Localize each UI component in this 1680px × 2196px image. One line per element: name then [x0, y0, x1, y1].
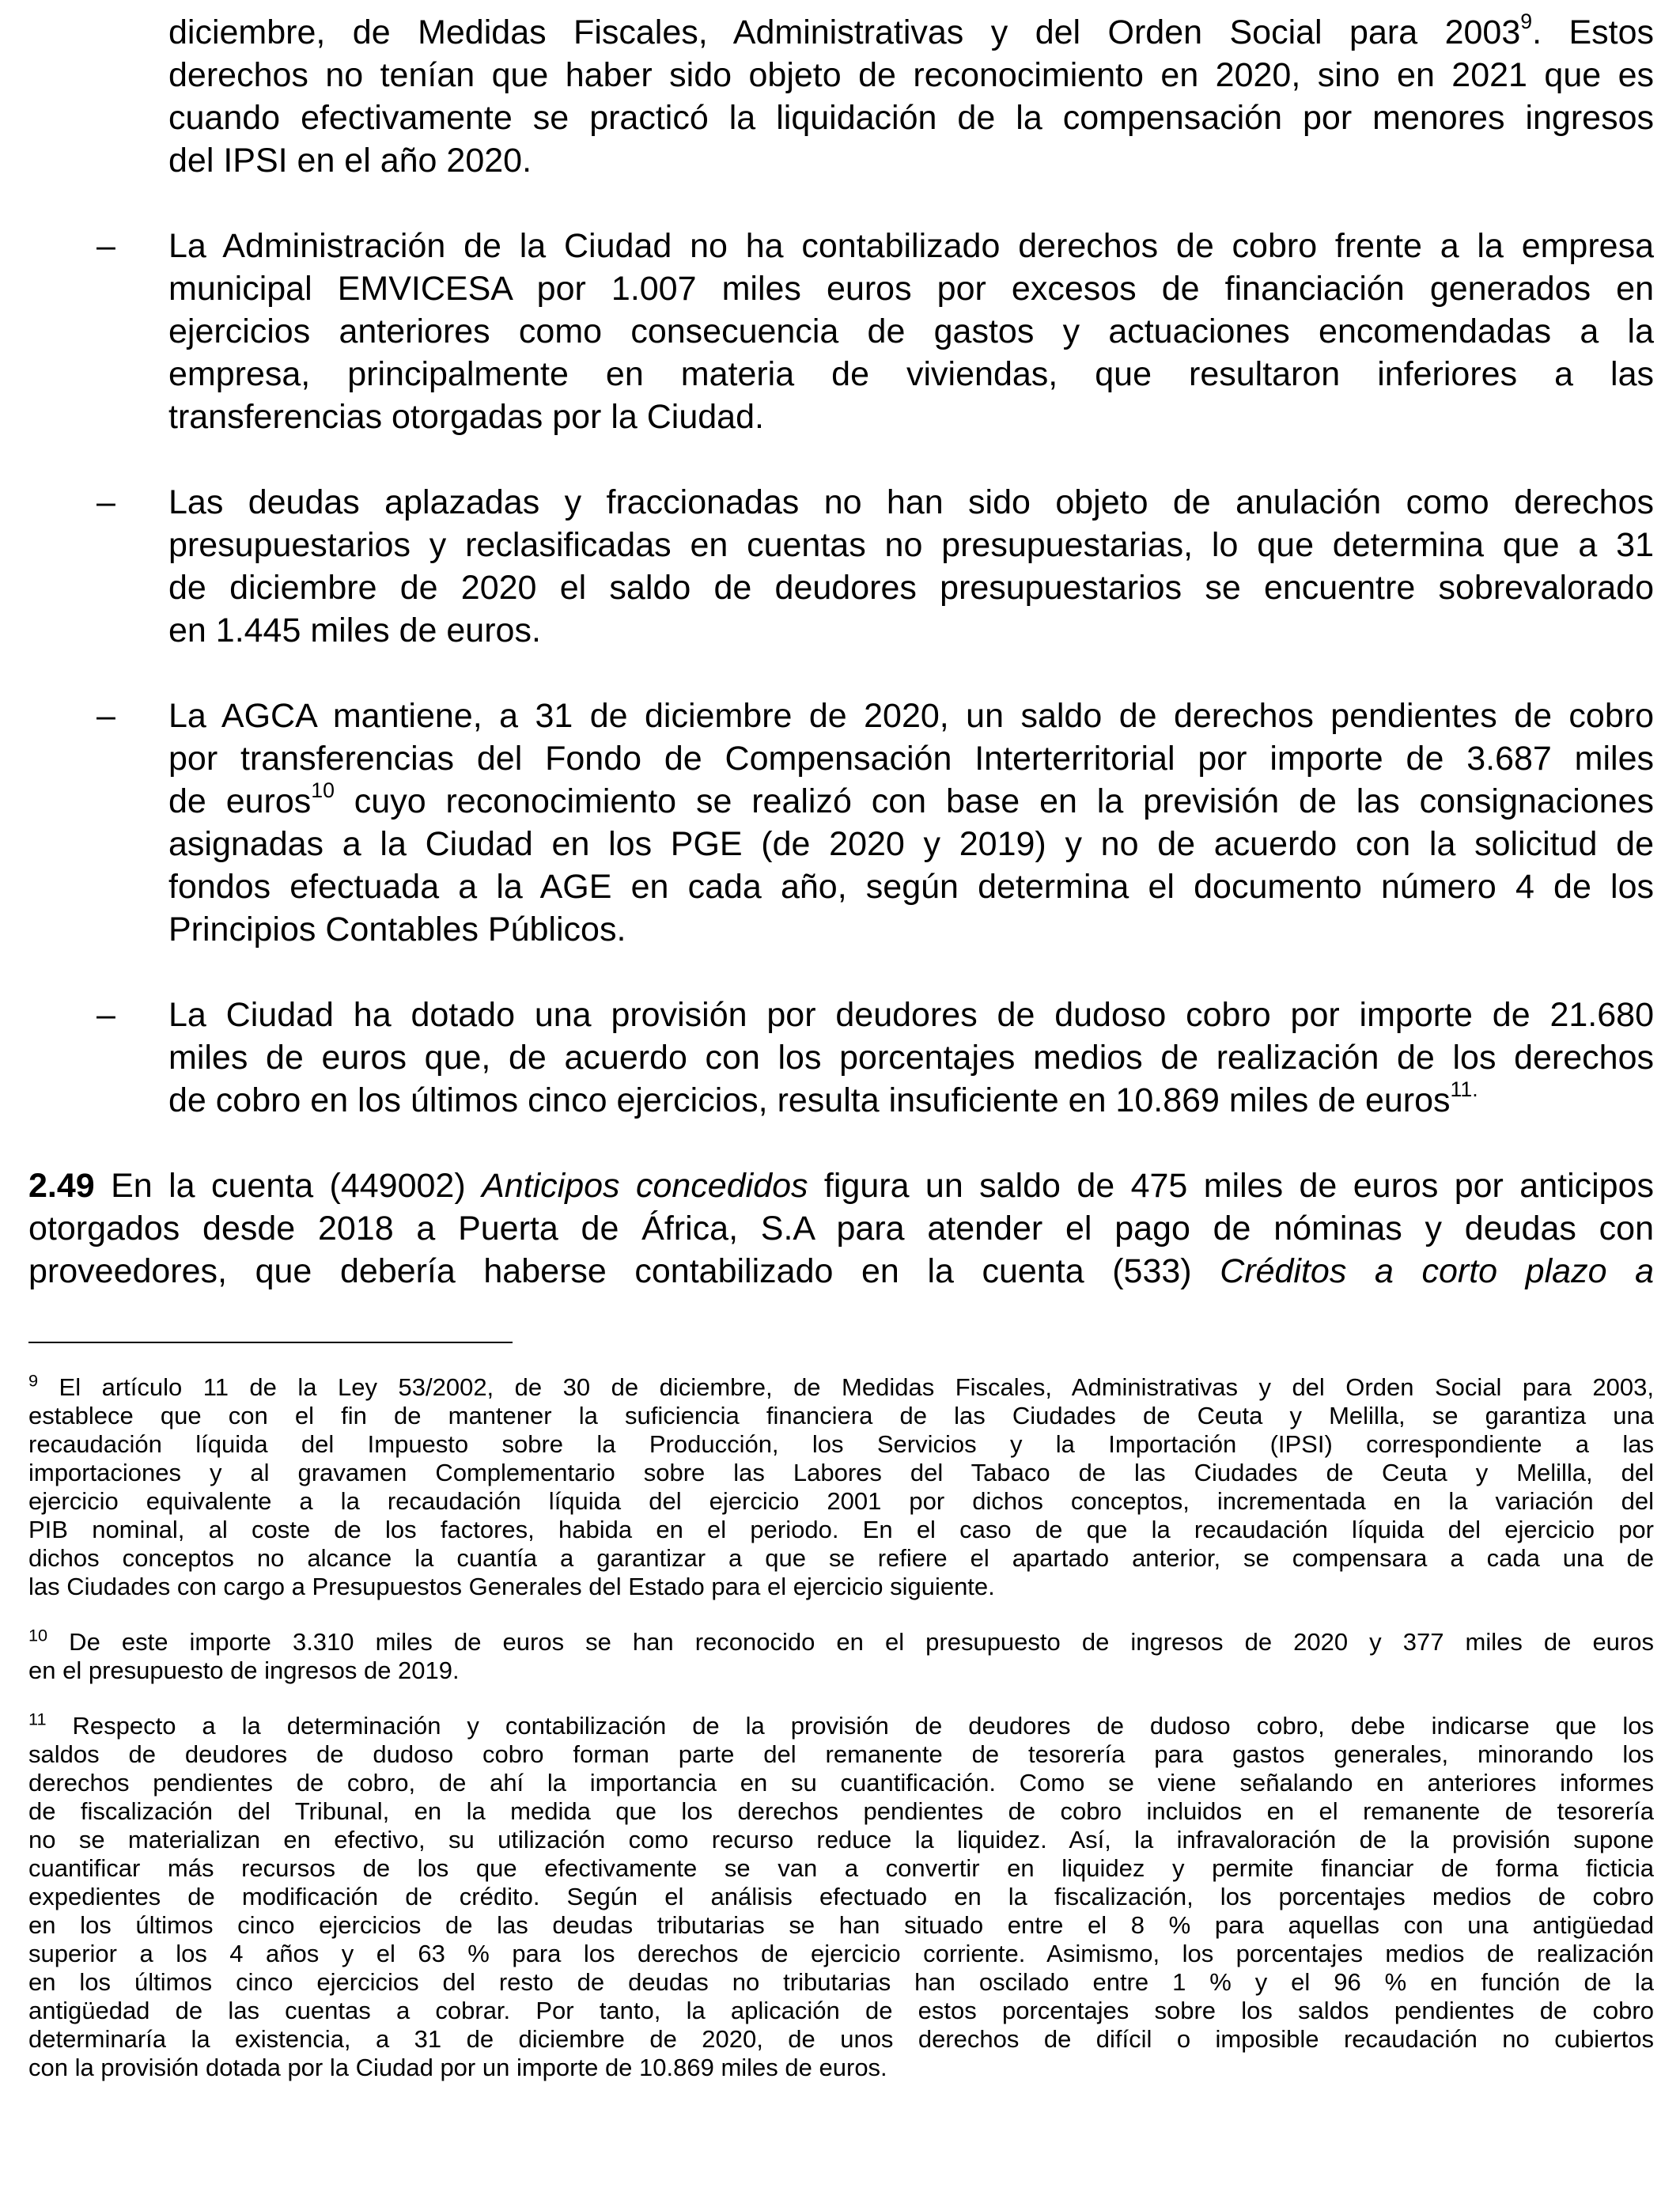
text-line: municipal EMVICESA por 1.007 miles euros por excesos de financiación generados en: [168, 270, 1654, 308]
text-line: 2.49 En la cuenta (449002) Anticipos concedidos figura un saldo de 475 miles de euros por anticipos: [28, 1167, 1655, 1205]
footnote-line: $^9$ El artículo 11 de la Ley 53/2002, de 30 de diciembre, de Medidas Fiscales, Administrativas y del Orden Social para 2003,: [28, 1370, 1654, 1401]
footnote-ref[interactable]: 9: [1520, 9, 1533, 33]
bullet-marker: –: [96, 996, 115, 1034]
footnote-line: en los últimos cinco ejercicios del resto de deudas no tributarias han oscilado entre 1 % y el 96 % en función de la: [28, 1968, 1654, 1996]
text-line: de euros$^{10}$ cuyo reconocimiento se realizó con base en la previsión de las consignaciones: [168, 778, 1654, 820]
text-line: La Administración de la Ciudad no ha contabilizado derechos de cobro frente a la empresa: [168, 227, 1654, 265]
footnote-ref[interactable]: 11.: [1450, 1077, 1478, 1101]
text-line: fondos efectuada a la AGE en cada año, según determina el documento número 4 de los: [168, 868, 1654, 906]
footnote-line: $^{10}$ De este importe 3.310 miles de euros se han reconocido en el presupuesto de ingresos de 2020 y 377 miles de euros: [28, 1625, 1654, 1656]
footnote-line: dichos conceptos no alcance la cuantía a garantizar a que se refiere el apartado anterior, se compensara a cada una de: [28, 1544, 1654, 1572]
text-line: Principios Contables Públicos.: [168, 911, 626, 948]
text-line: diciembre, de Medidas Fiscales, Administrativas y del Orden Social para 2003$^9$. Estos: [168, 9, 1654, 51]
bullet-marker: –: [96, 697, 115, 735]
footnote-line: de fiscalización del Tribunal, en la medida que los derechos pendientes de cobro incluidos en el remanente de tesorería: [28, 1797, 1654, 1825]
footnote-line: no se materializan en efectivo, su utilización como recurso reduce la liquidez. Así, la infravaloración de la provisión supone: [28, 1826, 1654, 1853]
footnote-number: 10: [28, 1625, 48, 1645]
footnote-line: derechos pendientes de cobro, de ahí la importancia en su cuantificación. Como se viene señalando en anteriores informes: [28, 1769, 1654, 1797]
footnote-line: PIB nominal, al coste de los factores, habida en el periodo. En el caso de que la recaudación líquida del ejercicio por: [28, 1516, 1654, 1543]
footnote-line: recaudación líquida del Impuesto sobre la Producción, los Servicios y la Importación (IPSI) correspondiente a las: [28, 1430, 1654, 1458]
text-line: La Ciudad ha dotado una provisión por deudores de dudoso cobro por importe de 21.680: [168, 996, 1654, 1034]
footnote-line: las Ciudades con cargo a Presupuestos Generales del Estado para el ejercicio siguiente.: [28, 1573, 995, 1600]
footnote-line: en los últimos cinco ejercicios de las deudas tributarias se han situado entre el 8 % para aquellas con una antigüedad: [28, 1911, 1654, 1939]
text-line: por transferencias del Fondo de Compensación Interterritorial por importe de 3.687 miles: [168, 740, 1654, 778]
text-line: cuando efectivamente se practicó la liquidación de la compensación por menores ingresos: [168, 99, 1654, 137]
text-line: presupuestarios y reclasificadas en cuentas no presupuestarias, lo que determina que a 31: [168, 526, 1654, 564]
text-line: ejercicios anteriores como consecuencia de gastos y actuaciones encomendadas a la: [168, 312, 1654, 350]
text-line: de cobro en los últimos cinco ejercicios, resulta insuficiente en 10.869 miles de euros$^{11.}$: [168, 1077, 1478, 1119]
footnote-line: determinaría la existencia, a 31 de diciembre de 2020, de unos derechos de difícil o imposible recaudación no cubiertos: [28, 2025, 1654, 2053]
footnote-number: 11: [28, 1709, 47, 1729]
text-line: del IPSI en el año 2020.: [168, 142, 532, 180]
text-line: La AGCA mantiene, a 31 de diciembre de 2020, un saldo de derechos pendientes de cobro: [168, 697, 1654, 735]
footnote-line: importaciones y al gravamen Complementario sobre las Labores del Tabaco de las Ciudades de Ceuta y Melilla, del: [28, 1459, 1654, 1486]
footnote-line: cuantificar más recursos de los que efectivamente se van a convertir en liquidez y permite financiar de forma ficticia: [28, 1854, 1654, 1882]
footnote-line: $^{11}$ Respecto a la determinación y contabilización de la provisión de deudores de dudoso cobro, debe indicarse que los: [28, 1709, 1654, 1740]
text-line: Las deudas aplazadas y fraccionadas no han sido objeto de anulación como derechos: [168, 483, 1654, 521]
footnote-ref[interactable]: 10: [311, 778, 335, 802]
footnote-line: con la provisión dotada por la Ciudad por un importe de 10.869 miles de euros.: [28, 2054, 887, 2081]
text-line: derechos no tenían que haber sido objeto de reconocimiento en 2020, sino en 2021 que es: [168, 56, 1654, 94]
bullet-marker: –: [96, 483, 115, 521]
text-line: otorgados desde 2018 a Puerta de África, S.A para atender el pago de nóminas y deudas con: [28, 1210, 1654, 1248]
footnote-line: superior a los 4 años y el 63 % para los derechos de ejercicio corriente. Asimismo, los porcentajes medios de realización: [28, 1940, 1654, 1967]
footnote-number: 9: [28, 1370, 39, 1391]
text-line: miles de euros que, de acuerdo con los porcentajes medios de realización de los derechos: [168, 1039, 1654, 1077]
text-line: en 1.445 miles de euros.: [168, 611, 541, 649]
footnote-line: en el presupuesto de ingresos de 2019.: [28, 1656, 460, 1684]
text-line: proveedores, que debería haberse contabilizado en la cuenta (533) Créditos a corto plazo a: [28, 1252, 1655, 1290]
text-line: empresa, principalmente en materia de viviendas, que resultaron inferiores a las: [168, 355, 1654, 393]
footnote-line: antigüedad de las cuentas a cobrar. Por tanto, la aplicación de estos porcentajes sobre los saldos pendientes de cobro: [28, 1997, 1654, 2024]
bullet-marker: –: [96, 227, 115, 265]
footnote-line: saldos de deudores de dudoso cobro forman parte del remanente de tesorería para gastos generales, minorando los: [28, 1740, 1654, 1768]
paragraph-number: 2.49: [28, 1167, 95, 1205]
text-line: asignadas a la Ciudad en los PGE (de 2020 y 2019) y no de acuerdo con la solicitud de: [168, 825, 1654, 863]
footnote-line: ejercicio equivalente a la recaudación líquida del ejercicio 2001 por dichos conceptos, incrementada en la variación del: [28, 1487, 1654, 1515]
footnote-line: expedientes de modificación de crédito. Según el análisis efectuado en la fiscalización, los porcentajes medios de cobro: [28, 1883, 1654, 1910]
text-line: de diciembre de 2020 el saldo de deudores presupuestarios se encuentre sobrevalorado: [168, 569, 1654, 607]
footnote-line: establece que con el fin de mantener la suficiencia financiera de las Ciudades de Ceuta y Melilla, se garantiza una: [28, 1402, 1654, 1429]
footnote-separator: [28, 1342, 513, 1343]
text-line: transferencias otorgadas por la Ciudad.: [168, 398, 764, 436]
